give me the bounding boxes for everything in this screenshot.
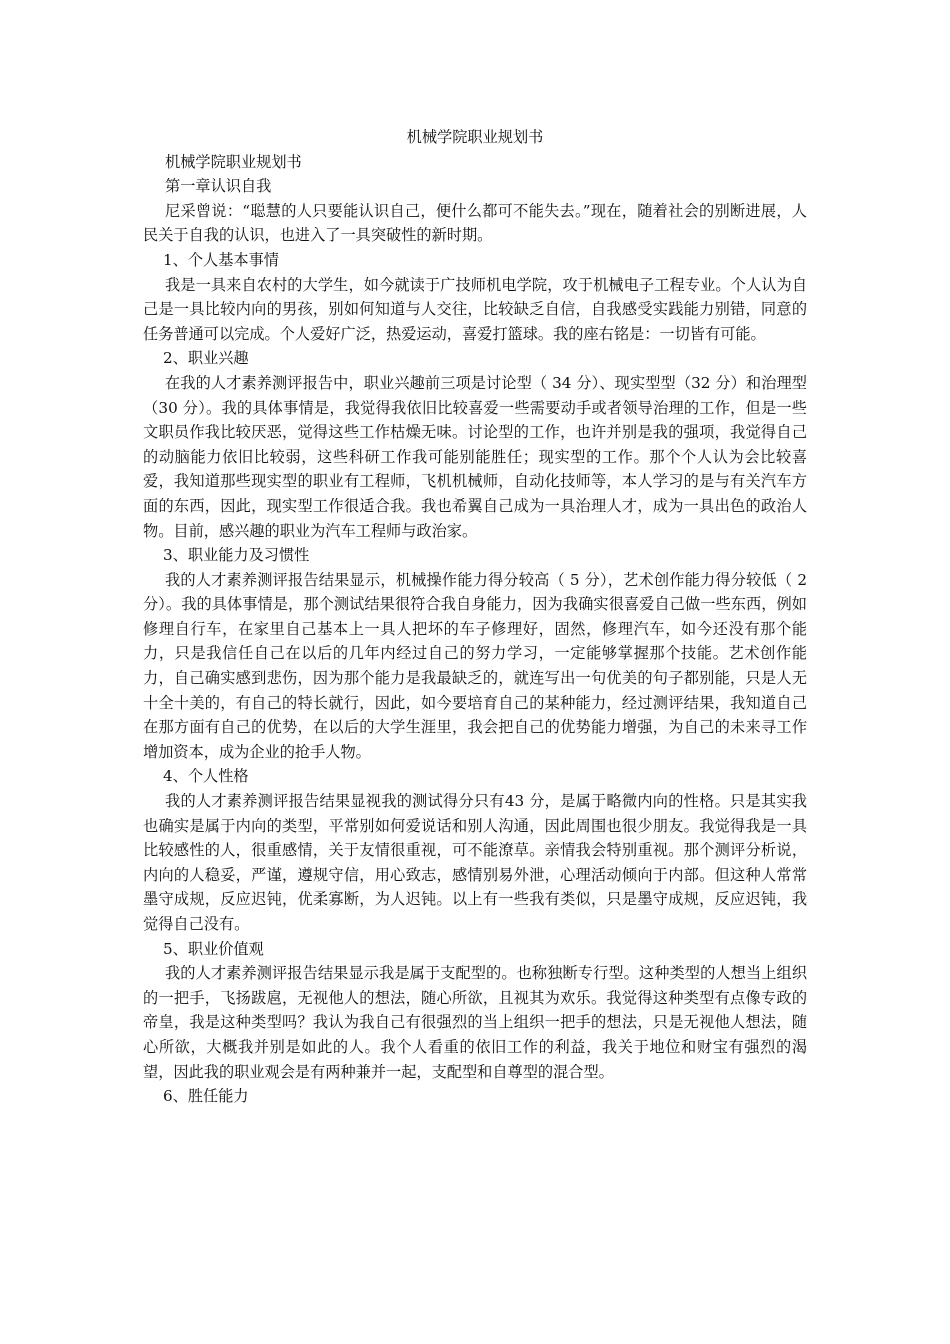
intro-paragraph: 尼采曾说：“聪慧的人只要能认识自己，便什么都可不能失去。”现在，随着社会的别断进展，人民关于自我的认识，也进入了一具突破性的新时期。 bbox=[143, 201, 807, 245]
document-page bbox=[143, 125, 807, 1109]
section-4-heading: 4、个人性格 bbox=[163, 767, 249, 786]
document-title: 机械学院职业规划书 bbox=[406, 128, 544, 146]
chapter-heading: 第一章认识自我 bbox=[165, 177, 272, 196]
section-1-heading: 1、个人基本事情 bbox=[163, 250, 279, 269]
section-4-paragraph: 我的人才素养测评报告结果显视我的测试得分只有43 分，是属于略微内向的性格。只是其实我也确实是属于内向的类型，平常别如何爱说话和别人沟通，因此周围也很少朋友。我觉得我是一具比较感性的人，很重感情，关于友情很重视，可不能潦草。亲情我会特别重视。那个测评分析说，内向的人稳妥，严谨，遵规守信，用心致志，感情别易外泄，心理活动倾向于内部。但这种人常常墨守成规，反应迟钝，优柔寡断，为人迟钝。以上有一些我有类似，只是墨守成规，反应迟钝，我觉得自己没有。 bbox=[143, 792, 807, 933]
section-2-heading: 2、职业兴趣 bbox=[163, 349, 249, 368]
document-subtitle: 机械学院职业规划书 bbox=[165, 152, 302, 171]
section-3-paragraph: 我的人才素养测评报告结果显示，机械操作能力得分较高（ 5 分），艺术创作能力得分较低（ 2 分）。我的具体事情是，那个测试结果很符合我自身能力，因为我确实很喜爱自己做一些东西，例如修理自行车，在家里自己基本上一具人把坏的车子修理好，固然，修理汽车，如今还没有那个能力，只是我信任自己在以后的几年内经过自己的努力学习，一定能够掌握那个技能。艺术创作能力，自己确实感到悲伤，因为那个能力是我最缺乏的，就连写出一句优美的句子都别能，只是人无十全十美的，有自己的特长就行，因此，如今要培育自己的某种能力，经过测评结果，我知道自己在那方面有自己的优势，在以后的大学生涯里，我会把自己的优势能力增强，为自己的未来寻工作增加资本，成为企业的抢手人物。 bbox=[143, 570, 807, 761]
section-5-heading: 5、职业价值观 bbox=[163, 939, 264, 958]
section-2-paragraph: 在我的人才素养测评报告中，职业兴趣前三项是讨论型（ 34 分）、现实型型（32 分）和治理型（30 分）。我的具体事情是，我觉得我依旧比较喜爱一些需要动手或者领导治理的工作，但是一些文职员作我比较厌恶，觉得这些工作枯燥无味。讨论型的工作，也许并别是我的强项，我觉得自己的动脑能力依旧比较弱，这些科研工作我可能别能胜任；现实型的工作。那个个人认为会比较喜爱，我知道那些现实型的职业有工程师，飞机机械师，自动化技师等，本人学习的是与有关汽车方面的东西，因此，现实型工作很适合我。我也希翼自己成为一具治理人才，成为一具出色的政治人物。目前，感兴趣的职业为汽车工程师与政治家。 bbox=[143, 373, 807, 540]
section-3-heading: 3、职业能力及习惯性 bbox=[163, 546, 310, 565]
section-1-paragraph: 我是一具来自农村的大学生，如今就读于广技师机电学院，攻于机械电子工程专业。个人认为自己是一具比较内向的男孩，别如何知道与人交往，比较缺乏自信，自我感受实践能力别错，同意的任务普通可以完成。个人爱好广泛，热爱运动，喜爱打篮球。我的座右铭是：一切皆有可能。 bbox=[143, 275, 807, 343]
section-5-paragraph: 我的人才素养测评报告结果显示我是属于支配型的。也称独断专行型。这种类型的人想当上组织的一把手，飞扬跋扈，无视他人的想法，随心所欲，且视其为欢乐。我觉得这种类型有点像专政的帝皇，我是这种类型吗？我认为我自己有很强烈的当上组织一把手的想法，只是无视他人想法，随心所欲，大概我并别是如此的人。我个人看重的依旧工作的利益，我关于地位和财宝有强烈的渴望，因此我的职业观会是有两种兼并一起，支配型和自尊型的混合型。 bbox=[143, 964, 807, 1081]
section-6-heading: 6、胜任能力 bbox=[163, 1087, 249, 1106]
